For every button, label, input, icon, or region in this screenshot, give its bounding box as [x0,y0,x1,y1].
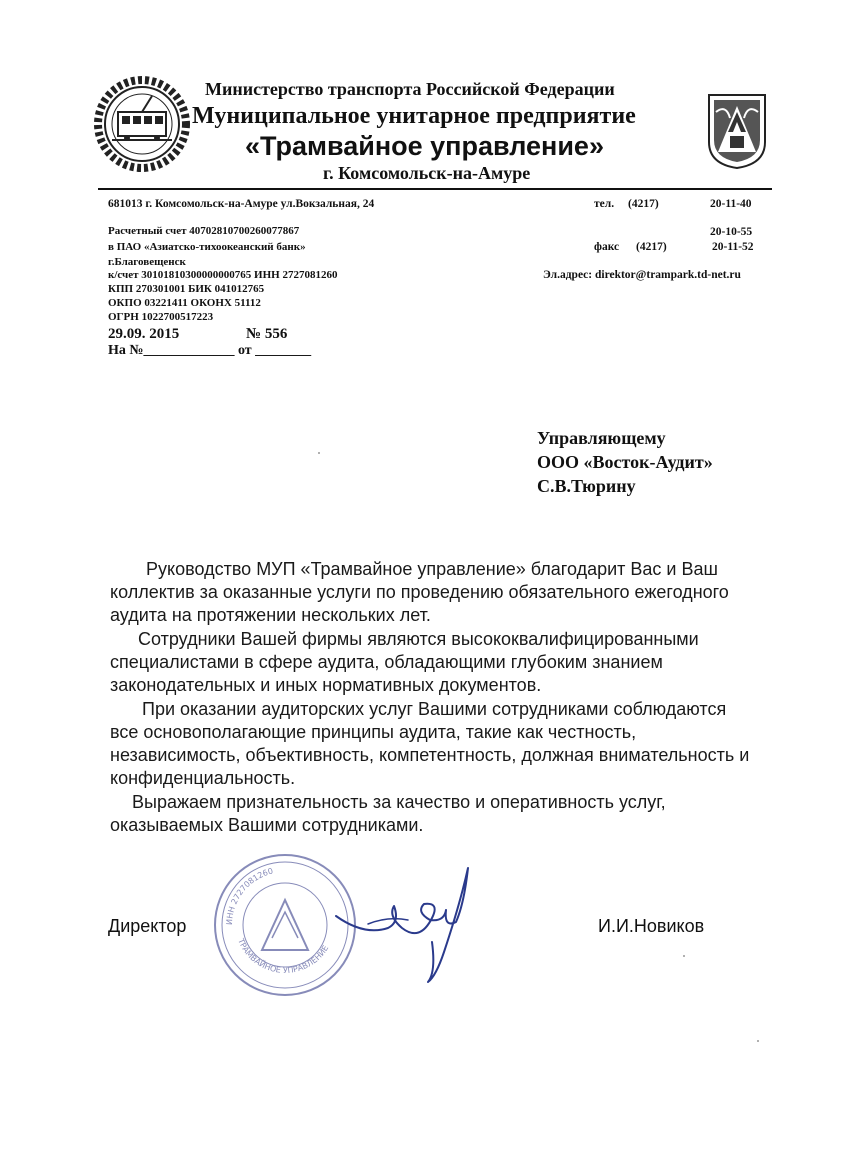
kpp-bik-line: КПП 270301001 БИК 041012765 [108,283,265,295]
org-name-title: «Трамвайное управление» [245,131,604,161]
tel-number-2: 20-10-55 [710,226,753,238]
body-paragraph-3: При оказании аудиторских услуг Вашими сотрудниками соблюдаются все основополагающие принципы аудита, такие как честность, независимость, объективность, компетентность, должная внимательность и конфиденциальность. [110,699,750,788]
director-signature [328,864,488,989]
fax-code: (4217) [636,241,667,253]
body-paragraph-4: Выражаем признательность за качество и оперативность услуг, оказываемых Вашими сотрудниками. [110,792,666,835]
signature-position: Директор [108,916,187,936]
fax-number: 20-11-52 [712,241,754,253]
svg-text:ТРАМВАЙНОЕ УПРАВЛЕНИЕ [236,936,331,975]
bank-city-line: г.Благовещенск [108,256,186,268]
city-title: г. Комсомольск-на-Амуре [323,163,531,183]
email-line: Эл.адрес: direktor@trampark.td-net.ru [543,269,741,281]
recipient-name: С.В.Тюрину [537,476,636,496]
fax-label: факс [594,241,620,253]
stamp-bottom-text: ТРАМВАЙНОЕ УПРАВЛЕНИЕ [236,937,331,975]
signature-name: И.И.Новиков [598,916,705,936]
letter-body [110,558,750,837]
body-paragraph-2: Сотрудники Вашей фирмы являются высококвалифицированными специалистами в сфере аудита, обладающими глубоким знанием законодательных и иных нормативных документов. [110,629,699,695]
stamp-inn: ИНН 2727081260 [224,866,275,926]
outgoing-date: 29.09. 2015 [108,326,180,342]
org-type-title: Муниципальное унитарное предприятие [192,103,636,129]
reference-line: На №_____________ от ________ [108,343,312,358]
okpo-line: ОКПО 03221411 ОКОНХ 51112 [108,297,261,309]
bank-line: в ПАО «Азиатско-тихоокеанский банк» [108,241,306,253]
corr-account-line: к/счет 30101810300000000765 ИНН 2727081260 [108,269,338,281]
recipient-title: Управляющему [537,428,666,448]
address-line: 681013 г. Комсомольск-на-Амуре ул.Вокзальная, 24 [108,198,375,210]
outgoing-number: № 556 [246,326,288,342]
tram-logo-icon [92,74,192,174]
tel-label: тел. [594,198,615,210]
body-paragraph-1: Руководство МУП «Трамвайное управление» благодарит Вас и Ваш коллектив за оказанные услуги по проведению обязательного ежегодного аудита на протяжении нескольких лет. [110,559,729,625]
header-divider [98,188,772,190]
tel-code: (4217) [628,198,659,210]
coat-of-arms-icon [706,92,768,170]
tel-number: 20-11-40 [710,198,752,210]
account-line: Расчетный счет 40702810700260077867 [108,225,300,237]
svg-text:ИНН 2727081260 [225,866,274,925]
scan-speck [683,955,685,957]
recipient-company: ООО «Восток-Аудит» [537,452,713,472]
ogrn-line: ОГРН 1022700517223 [108,311,214,323]
scan-speck [318,452,320,454]
scan-speck [757,1040,759,1042]
ministry-title: Министерство транспорта Российской Федерации [205,79,615,99]
